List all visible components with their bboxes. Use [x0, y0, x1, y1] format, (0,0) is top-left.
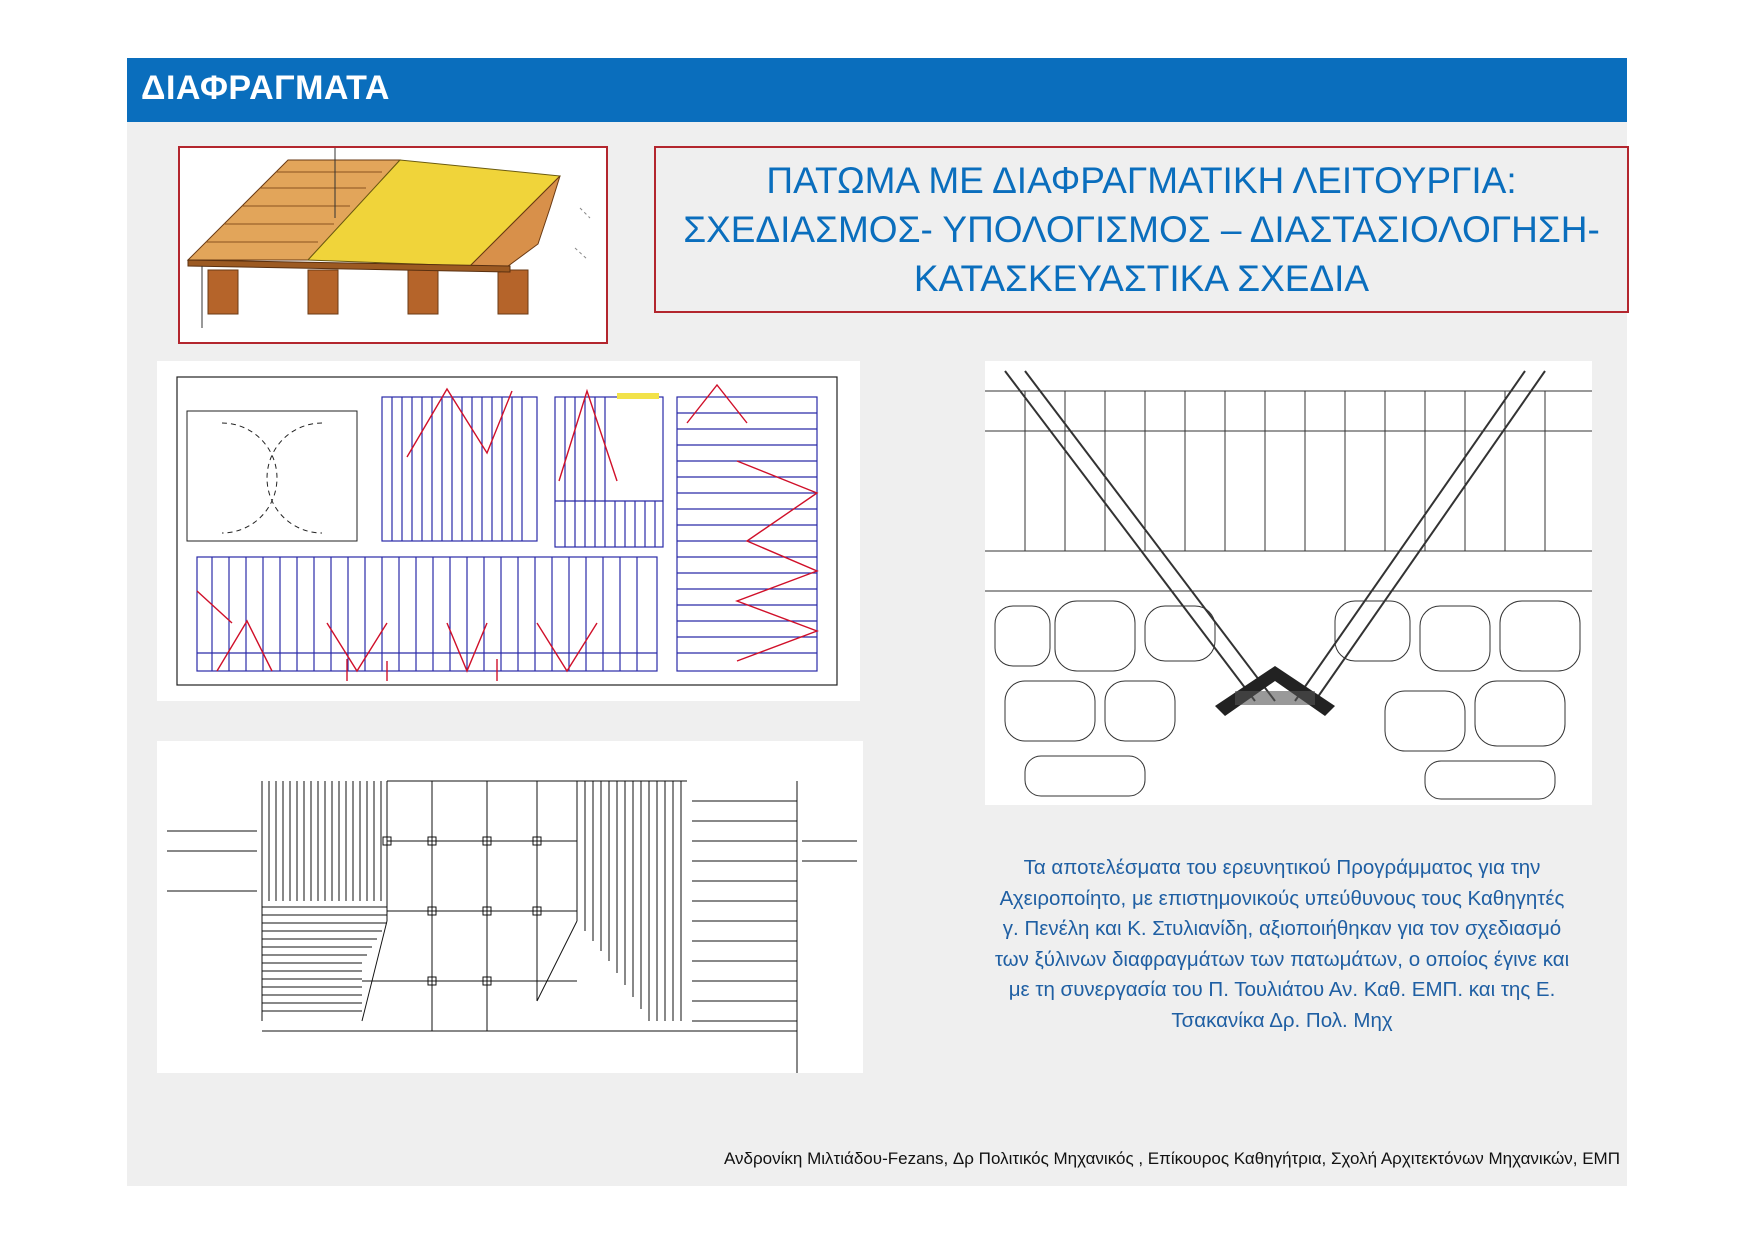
joist-plan-panel	[157, 741, 863, 1073]
heading-line-3: ΚΑΤΑΣΚΕΥΑΣΤΙΚΑ ΣΧΕΔΙΑ	[913, 258, 1370, 299]
caption-line-2: Αχειροποίητο, με επιστημονικούς υπεύθυνους τους Καθηγητές	[999, 886, 1565, 910]
wall-anchor-sketch	[985, 361, 1592, 805]
caption-line-5: με τη συνεργασία του Π. Τουλιάτου Αν. Καθ. ΕΜΠ. και της Ε.	[1008, 978, 1556, 1001]
caption-line-3: γ. Πενέλη και Κ. Στυλιανίδη, αξιοποιήθηκαν για τον σχεδιασμό	[1002, 917, 1562, 940]
caption-line-4: των ξύλινων διαφραγμάτων των πατωμάτων, ο οποίος έγινε και	[994, 947, 1570, 971]
floor-illustration-frame	[178, 146, 608, 344]
title-bar	[127, 58, 1627, 122]
wall-anchor-sketch-panel	[985, 361, 1592, 805]
heading-box	[654, 146, 1629, 313]
caption-line-1: Τα αποτελέσματα του ερευνητικού Προγράμματος για την	[1023, 856, 1541, 879]
floor-plan-panel	[157, 361, 860, 701]
floor-illustration	[180, 148, 606, 342]
slide-title: ΔΙΑΦΡΑΓΜΑΤΑ	[141, 69, 390, 107]
joist-plan-drawing	[157, 741, 863, 1073]
heading-line-1: ΠΑΤΩΜΑ ΜΕ ΔΙΑΦΡΑΓΜΑΤΙΚΗ ΛΕΙΤΟΥΡΓΙΑ:	[766, 160, 1517, 201]
caption-line-6: Τσακανίκα Δρ. Πολ. Μηχ	[1171, 1008, 1393, 1032]
heading-line-2: ΣΧΕΔΙΑΣΜΟΣ- ΥΠΟΛΟΓΙΣΜΟΣ – ΔΙΑΣΤΑΣΙΟΛΟΓΗΣΗ-	[683, 209, 1600, 250]
floor-plan-drawing	[157, 361, 860, 701]
caption-text	[962, 853, 1602, 1036]
footer-credit: Ανδρονίκη Μιλτιάδου-Fezans, Δρ Πολιτικός Μηχανικός , Επίκουρος Καθηγήτρια, Σχολή Αρχιτεκτόνων Μηχανικών, ΕΜΠ	[724, 1149, 1620, 1168]
